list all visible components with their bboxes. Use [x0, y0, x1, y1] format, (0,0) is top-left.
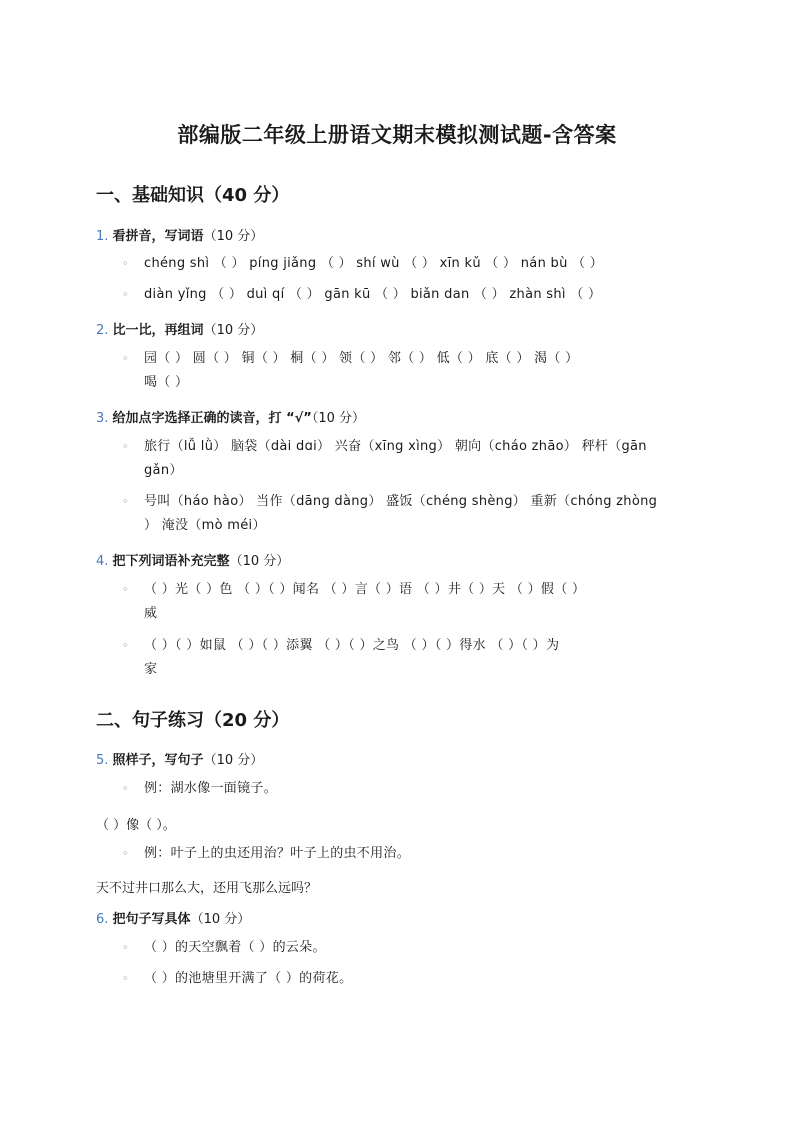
list-item-text: （ ）的天空飘着（ ）的云朵。 — [144, 940, 326, 955]
bullet-icon: ◦ — [122, 941, 129, 954]
question-points: （10 分） — [311, 411, 366, 426]
list-item-text: 园（ ） 圆（ ） 铜（ ） 桐（ ） 领（ ） 邻（ ） 低（ ） 底（ ） 渴（ ） 喝（ ） — [144, 351, 579, 390]
example-text: 例：湖水像一面镜子。 — [144, 781, 278, 796]
page-title: 部编版二年级上册语文期末模拟测试题-含答案 — [177, 123, 617, 147]
bullet-icon: ◦ — [122, 583, 129, 596]
question-6 — [96, 908, 250, 927]
bullet-icon: ◦ — [122, 972, 129, 985]
question-text: 比一比，再组词 — [112, 323, 204, 338]
question-points: （10 分） — [203, 229, 264, 244]
question-number: 1. — [96, 229, 109, 244]
question-points: （10 分） — [190, 912, 251, 927]
question-text: 看拼音，写词语 — [112, 229, 204, 244]
bullet-icon: ◦ — [122, 352, 129, 365]
question-4 — [96, 550, 289, 569]
section-heading-basics: 一、基础知识（40 分） — [96, 185, 290, 206]
answer-line: 天不过井口那么大，还用飞那么远吗？ — [96, 881, 318, 896]
question-number: 4. — [96, 554, 109, 569]
question-2 — [96, 319, 263, 338]
question-number: 6. — [96, 912, 109, 927]
list-item-text: （ ）（ ）如鼠 （ ）（ ）添翼 （ ）（ ）之鸟 （ ）（ ）得水 （ ）（ ）为 家 — [144, 638, 560, 677]
bullet-icon: ◦ — [122, 782, 129, 795]
question-number: 5. — [96, 753, 109, 768]
list-item-text: 号叫（háo hào） 当作（dāng dàng） 盛饭（chéng shèng） 重新（chóng zhòng ） 淹没（mò méi） — [144, 494, 658, 533]
question-text: 照样子，写句子 — [112, 753, 204, 768]
question-number: 3. — [96, 411, 109, 426]
answer-line: （ ）像（ ）。 — [96, 818, 176, 833]
list-item-text: chéng shì （ ） píng jiǎng （ ） shí wù （ ） xīn kǔ （ ） nán bù （ ） — [144, 256, 604, 271]
bullet-icon: ◦ — [122, 257, 129, 270]
question-points: （10 分） — [203, 323, 264, 338]
example-text: 例：叶子上的虫还用治？叶子上的虫不用治。 — [144, 846, 411, 861]
question-text: 把下列词语补充完整 — [112, 554, 230, 569]
bullet-icon: ◦ — [122, 495, 129, 508]
bullet-icon: ◦ — [122, 847, 129, 860]
question-number: 2. — [96, 323, 109, 338]
question-points: （10 分） — [229, 554, 290, 569]
bullet-icon: ◦ — [122, 639, 129, 652]
list-item-text: （ ）光（ ）色 （ ）（ ）闻名 （ ）言（ ）语 （ ）井（ ）天 （ ）假（ ） 威 — [144, 582, 586, 621]
question-text: 把句子写具体 — [112, 912, 191, 927]
bullet-icon: ◦ — [122, 440, 129, 453]
question-5 — [96, 749, 263, 768]
list-item-text: 旅行（lǚ lǜ） 脑袋（dài dɑi） 兴奋（xīng xìng） 朝向（cháo zhāo） 秤杆（gān gǎn） — [144, 439, 647, 478]
list-item-text: （ ）的池塘里开满了（ ）的荷花。 — [144, 971, 353, 986]
question-points: （10 分） — [203, 753, 264, 768]
list-item-text: diàn yǐng （ ） duì qí （ ） gān kū （ ） biǎn dan （ ） zhàn shì （ ） — [144, 287, 602, 302]
question-1 — [96, 225, 263, 244]
bullet-icon: ◦ — [122, 288, 129, 301]
question-3 — [96, 407, 365, 426]
question-text: 给加点字选择正确的读音，打 “√” — [112, 411, 312, 426]
section-heading-sentences: 二、句子练习（20 分） — [96, 710, 290, 731]
